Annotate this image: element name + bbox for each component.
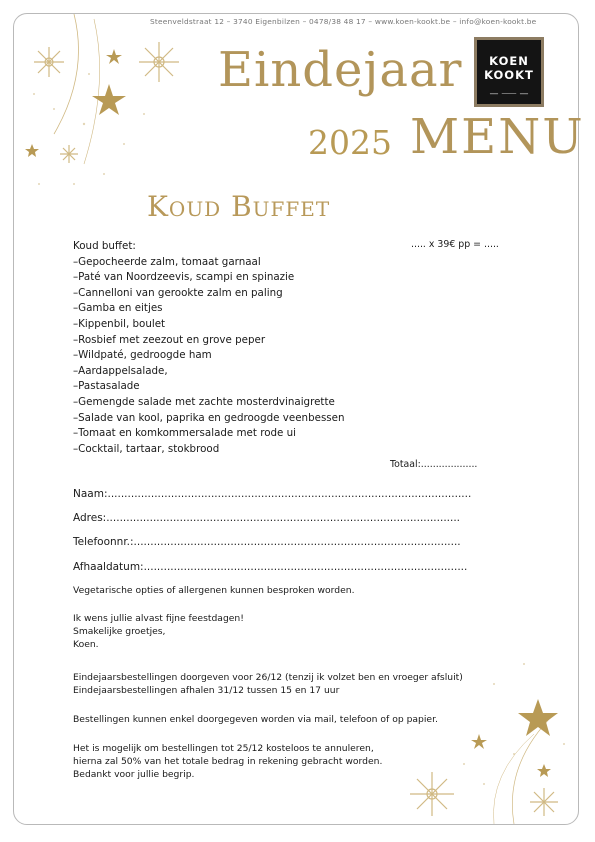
order-deadline: Eindejaarsbestellingen doorgeven voor 26/12 (tenzij ik volzet ben en vroeger afsluit) — [73, 672, 463, 683]
afhaaldatum-field[interactable]: Afhaaldatum:................................................................................................. — [73, 561, 468, 573]
menu-item: –Gamba en eitjes — [73, 302, 163, 315]
menu-item: –Tomaat en komkommersalade met rode ui — [73, 427, 297, 440]
wish-line: Ik wens jullie alvast fijne feestdagen! — [73, 613, 244, 624]
koen-kookt-logo — [474, 37, 544, 107]
logo-line2: KOOKT — [484, 68, 534, 82]
cancel-line: Het is mogelijk om bestellingen tot 25/12 kosteloos te annuleren, — [73, 743, 374, 754]
wish-line: Smakelijke groetjes, — [73, 626, 166, 637]
menu-item: –Salade van kool, paprika en gedroogde veenbessen — [73, 411, 345, 424]
menu-item: –Cocktail, tartaar, stokbrood — [73, 442, 220, 455]
menu-heading: Koud buffet: — [73, 240, 136, 252]
wishes-block — [73, 612, 244, 651]
section-title: Koud Buffet — [147, 190, 331, 223]
title-year: 2025 — [308, 123, 392, 162]
totaal-field[interactable]: Totaal:................... — [390, 459, 478, 470]
menu-list — [73, 239, 345, 457]
cancel-info-block — [73, 742, 382, 781]
wish-line: Koen. — [73, 639, 99, 650]
menu-item: –Paté van Noordzeevis, scampi en spinazie — [73, 271, 295, 284]
order-info-block — [73, 671, 463, 697]
vegetarian-note: Vegetarische opties of allergenen kunnen besproken worden. — [73, 585, 355, 596]
menu-item: –Kippenbil, boulet — [73, 317, 166, 330]
menu-item: –Rosbief met zeezout en grove peper — [73, 333, 266, 346]
cancel-line: hierna zal 50% van het totale bedrag in rekening gebracht worden. — [73, 756, 383, 767]
fork-knife-icon: — ⸺ — — [489, 89, 529, 99]
cancel-line: Bedankt voor jullie begrip. — [73, 769, 195, 780]
snowflake-decoration-top-left — [14, 14, 214, 204]
menu-item: –Gemengde salade met zachte mosterdvinaigrette — [73, 395, 335, 408]
adres-field[interactable]: Adres:.......................................................................................................... — [73, 512, 461, 524]
naam-field[interactable]: Naam:............................................................................................................. — [73, 488, 472, 500]
order-channels: Bestellingen kunnen enkel doorgegeven worden via mail, telefoon of op papier. — [73, 714, 438, 725]
price-line[interactable]: ..... x 39€ pp = ..... — [411, 239, 499, 250]
contact-header: Steenveldstraat 12 – 3740 Eigenbilzen – 0478/38 48 17 – www.koen-kookt.be – info@koen-kookt.be — [150, 17, 537, 26]
title-menu: MENU — [410, 109, 585, 165]
menu-item: –Pastasalade — [73, 380, 140, 393]
menu-item: –Aardappelsalade, — [73, 364, 168, 377]
menu-item: –Gepocheerde zalm, tomaat garnaal — [73, 255, 261, 268]
logo-line1: KOEN — [489, 54, 529, 68]
title-eindejaar: Eindejaar — [218, 42, 463, 98]
telefoon-field[interactable]: Telefoonnr.:.................................................................................................. — [73, 536, 461, 548]
order-pickup: Eindejaarsbestellingen afhalen 31/12 tussen 15 en 17 uur — [73, 685, 340, 696]
menu-item: –Wildpaté, gedroogde ham — [73, 349, 212, 362]
menu-item: –Cannelloni van gerookte zalm en paling — [73, 286, 283, 299]
